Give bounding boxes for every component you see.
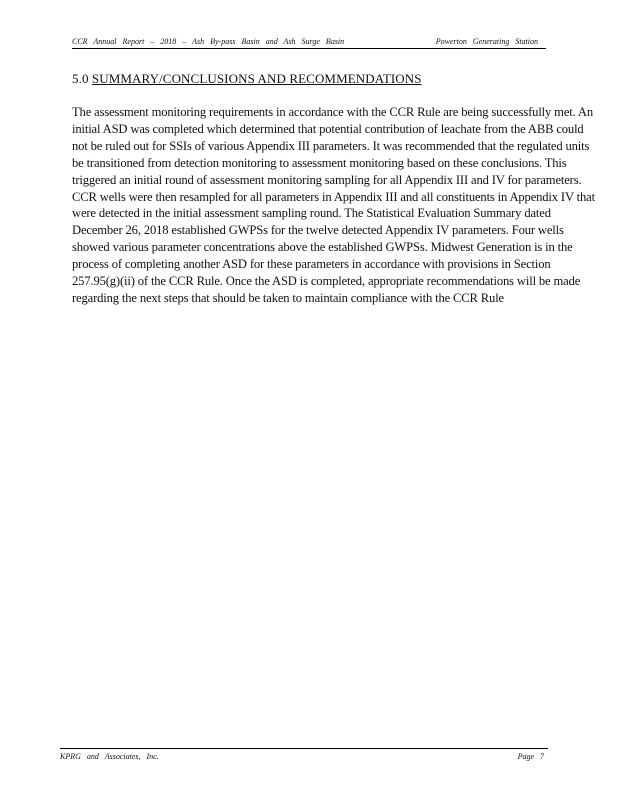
header-divider	[72, 48, 546, 49]
summary-paragraph: The assessment monitoring requirements in accordance with the CCR Rule are being successfully met. An initial ASD was completed which determined that potential contribution of leachate from the ABB could not be ruled out for SSIs of various Appendix III parameters. It was recommended that the regulated units be transitioned from detection monitoring to assessment monitoring based on these conclusions. This triggered an initial round of assessment monitoring sampling for all Appendix III and IV for parameters. CCR wells were then resampled for all parameters in Appendix III and all constituents in Appendix IV that were detected in the initial assessment sampling round. The Statistical Evaluation Summary dated December 26, 2018 established GWPSs for the twelve detected Appendix IV parameters. Four wells showed various parameter concentrations above the established GWPSs. Midwest Generation is in the process of completing another ASD for these parameters in accordance with provisions in Section 257.95(g)(ii) of the CCR Rule. Once the ASD is completed, appropriate recommendations will be made regarding the next steps that should be taken to maintain compliance with the CCR Rule	[72, 105, 595, 305]
section-title: SUMMARY/CONCLUSIONS AND RECOMMENDATIONS	[91, 71, 422, 86]
section-number: 5.0	[72, 71, 89, 86]
footer-company: KPRG and Associates, Inc.	[60, 752, 159, 761]
page-label: Page	[517, 752, 534, 761]
body-text	[72, 104, 600, 307]
page-number: 7	[540, 752, 544, 761]
header-report-title: CCR Annual Report – 2018 – Ash By-pass Basin and Ash Surge Basin	[72, 37, 345, 46]
footer-page-indicator	[518, 752, 544, 761]
page-footer	[60, 752, 544, 764]
footer-divider	[60, 748, 548, 749]
section-heading	[72, 71, 422, 87]
header-station-name: Powerton Generating Station	[435, 37, 538, 46]
